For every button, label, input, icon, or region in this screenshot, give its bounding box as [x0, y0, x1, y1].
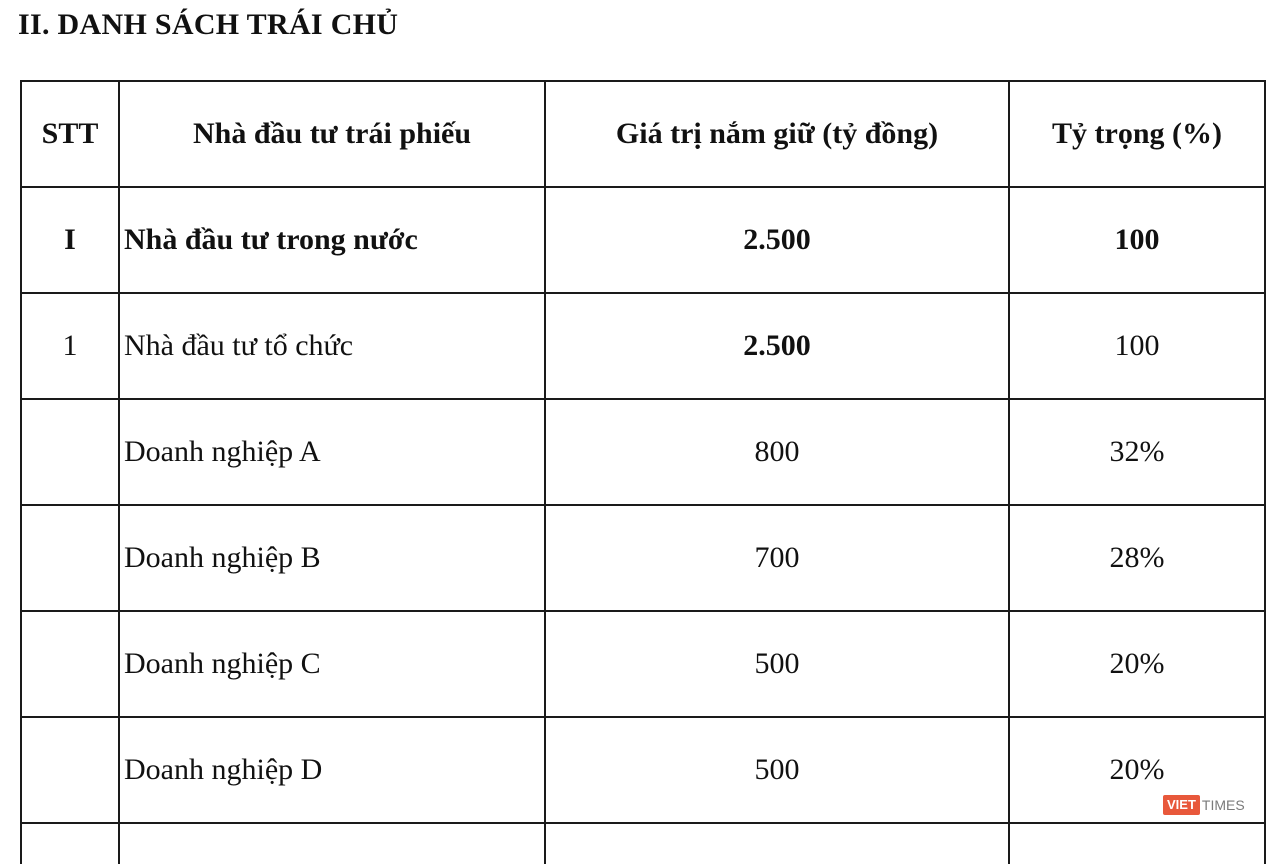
- section-title: II. DANH SÁCH TRÁI CHỦ: [18, 8, 399, 41]
- cell-investor: Doanh nghiệp C: [119, 611, 545, 717]
- logo-times-text: TIMES: [1201, 797, 1245, 813]
- cell-stt: [21, 717, 119, 823]
- cell-share: 28%: [1009, 505, 1265, 611]
- cell-investor: Doanh nghiệp B: [119, 505, 545, 611]
- cell-value: 2.500: [545, 293, 1009, 399]
- header-investor: Nhà đầu tư trái phiếu: [119, 81, 545, 187]
- cell-empty: [545, 823, 1009, 864]
- cell-value: 500: [545, 611, 1009, 717]
- cell-value: 800: [545, 399, 1009, 505]
- cell-stt: [21, 505, 119, 611]
- header-value: Giá trị nắm giữ (tỷ đồng): [545, 81, 1009, 187]
- cell-share: 20%: [1009, 717, 1265, 823]
- table-header-row: [21, 81, 1265, 187]
- header-stt: STT: [21, 81, 119, 187]
- bondholder-table: [20, 80, 1266, 864]
- cell-share: 20%: [1009, 611, 1265, 717]
- cell-investor: Nhà đầu tư trong nước: [119, 187, 545, 293]
- cell-stt: [21, 399, 119, 505]
- cell-stt: I: [21, 187, 119, 293]
- cell-value: 2.500: [545, 187, 1009, 293]
- cell-share: 100: [1009, 293, 1265, 399]
- logo-viet-mark: VIET: [1163, 795, 1200, 815]
- cell-investor: Nhà đầu tư tổ chức: [119, 293, 545, 399]
- table-row: [21, 399, 1265, 505]
- cell-stt: [21, 611, 119, 717]
- table-row: [21, 611, 1265, 717]
- cell-investor: Doanh nghiệp A: [119, 399, 545, 505]
- table-row: [21, 717, 1265, 823]
- table-row-domestic-investors: [21, 187, 1265, 293]
- table-row-cut-off: [21, 823, 1265, 864]
- header-share: Tỷ trọng (%): [1009, 81, 1265, 187]
- cell-empty: [119, 823, 545, 864]
- cell-investor: Doanh nghiệp D: [119, 717, 545, 823]
- cell-empty: [1009, 823, 1265, 864]
- cell-share: 32%: [1009, 399, 1265, 505]
- table-row-institutional-investors: [21, 293, 1265, 399]
- cell-share: 100: [1009, 187, 1265, 293]
- viettimes-logo: [1163, 794, 1245, 816]
- cell-empty: [21, 823, 119, 864]
- cell-stt: 1: [21, 293, 119, 399]
- cell-value: 700: [545, 505, 1009, 611]
- table-row: [21, 505, 1265, 611]
- cell-value: 500: [545, 717, 1009, 823]
